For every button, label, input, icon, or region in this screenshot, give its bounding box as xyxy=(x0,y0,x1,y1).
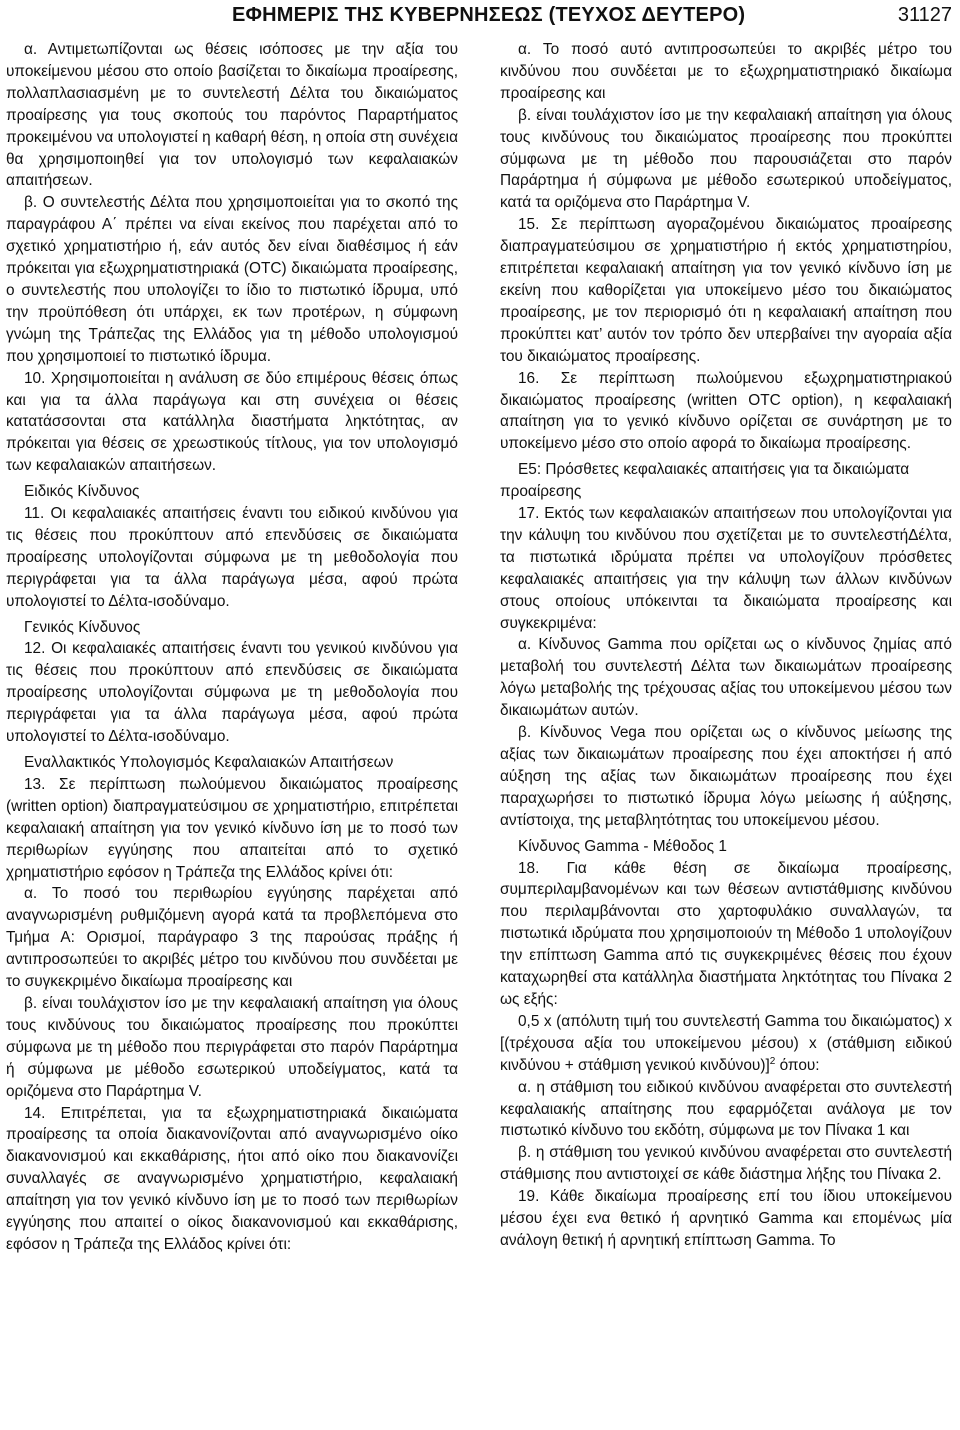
paragraph-17b: β. Κίνδυνος Vega που ορίζεται ως ο κίνδυνος μείωσης της αξίας των δικαιωμάτων προαίρεσης που έχει αποκτήσει ή από αύξηση της αξίας των δικαιωμάτων προαίρεσης που έχει παραχωρήσει το πιστωτικό ίδρυμα λόγω μείωσης ή αύξησης, αντίστοιχα, της μεταβλητότητας του υποκείμενου μέσου. xyxy=(500,724,952,829)
formula-where: όπου: xyxy=(775,1056,820,1074)
paragraph-13b: β. είναι τουλάχιστον ίσο με την κεφαλαιακή απαίτηση για όλους τους κινδύνους του δικαιώματος προαίρεσης που προκύπτει σύμφωνα με τη μέθοδο που περιγράφεται στο παρόν Παράρτημα ή σύμφωνα με μέθοδο εσωτερικού υποδείγματος, κατά τα οριζόμενα στο Παράρτημα V. xyxy=(6,994,458,1100)
paragraph-9b: β. Ο συντελεστής Δέλτα που χρησιμοποιείται για το σκοπό της παραγράφου Α΄ πρέπει να είναι εκείνος που παρέχεται από το σχετικό χρηματιστήριο ή, εάν αυτός δεν είναι διαθέσιμος ή εάν πρόκειται για εξωχρηματιστηριακά (OTC) δικαιώματα προαίρεσης, ο συντελεστής που υπολογίζει το ίδιο το πιστωτικό ίδρυμα, υπό την προϋπόθεση ότι υπάρχει, εκ των προτέρων, η σύμφωνη γνώμη της Τράπεζας της Ελλάδος για τη μέθοδο υπολογισμού που χρησιμοποιεί το πιστωτικό ίδρυμα. xyxy=(6,194,458,365)
paragraph-17a: α. Κίνδυνος Gamma που ορίζεται ως ο κίνδυνος ζημίας από μεταβολή του συντελεστή Δέλτα των δικαιωμάτων προαίρεσης λόγω μεταβολής της τρέχουσας αξίας του υποκείμενου μέσου των δικαιωμάτων αυτών. xyxy=(500,636,952,720)
section-heading-e5: Ε5: Πρόσθετες κεφαλαιακές απαιτήσεις για τα δικαιώματα προαίρεσης xyxy=(500,461,910,501)
paragraph-16: 16. Σε περίπτωση πωλούμενου εξωχρηματιστηριακού δικαιώματος προαίρεσης (written OTC option), η κεφαλαιακή απαίτηση για το γενικό κίνδυνο ορίζεται σε συνάρτηση με το υποκείμενο μέσο στο οποίο αφορά το δικαίωμα προαίρεσης. xyxy=(500,369,952,453)
formula-exponent: 2 xyxy=(769,1055,776,1067)
paragraph-17: 17. Εκτός των κεφαλαιακών απαιτήσεων που υπολογίζονται για την κάλυψη του κινδύνου που σχετίζεται με το συντελεστήΔέλτα, τα πιστωτικά ιδρύματα πρέπει να υπολογίζουν πρόσθετες κεφαλαιακές απαιτήσεις για την κάλυψη των άλλων κινδύνων στους οποίους υπόκεινται τα δικαιώματα προαίρεσης και συγκεκριμένα: xyxy=(500,505,952,632)
paragraph-9a: α. Αντιμετωπίζονται ως θέσεις ισόποσες με την αξία του υποκείμενου μέσου στο οποίο βασίζεται το δικαίωμα προαίρεσης, πολλαπλασιασμένη με το συντελεστή Δέλτα του δικαιώματος προαίρεσης για τους σκοπούς του παρόντος Παραρτήματος προκειμένου να υπολογιστεί η καθαρή θέση, η οποία στη συνέχεια θα χρησιμοποιηθεί για τον υπολογισμό των κεφαλαιακών απαιτήσεων. xyxy=(6,41,458,190)
paragraph-12: 12. Οι κεφαλαιακές απαιτήσεις έναντι του γενικού κινδύνου για τις θέσεις που προκύπτουν από επενδύσεις σε δικαιώματα προαίρεσης υπολογίζονται σύμφωνα με τη μεθοδολογία που περιγράφεται για τα άλλα παράγωγα μέσα, αφού πρώτα υπολογιστεί το Δέλτα-ισοδύναμο. xyxy=(6,640,458,746)
formula-paragraph xyxy=(500,1011,952,1077)
paragraph-13: 13. Σε περίπτωση πωλούμενου δικαιώματος προαίρεσης (written option) διαπραγματεύσιμου σε χρηματιστήριο, επιτρέπεται κεφαλαιακή απαίτηση για τον γενικό κίνδυνο ίση με το ποσό των περιθωρίων εγγύησης που απαιτείται από το σχετικό χρηματιστήριο εφόσον η Τράπεζα της Ελλάδος κρίνει ότι: xyxy=(6,775,458,881)
gazette-title: ΕΦΗΜΕΡΙΣ ΤΗΣ ΚΥΒΕΡΝΗΣΕΩΣ (ΤΕΥΧΟΣ ΔΕΥΤΕΡΟ) xyxy=(232,4,746,26)
section-heading-gamma-method-1: Κίνδυνος Gamma - Μέθοδος 1 xyxy=(518,837,727,855)
paragraph-15: 15. Σε περίπτωση αγοραζομένου δικαιώματος προαίρεσης διαπραγματεύσιμου σε χρηματιστήριο ή εκτός χρηματιστηρίου, επιτρέπεται κεφαλαιακή απαίτηση για τον γενικό κίνδυνο ίση με εκείνη που καθορίζεται για υποκείμενο μέσο του δικαιώματος προαίρεσης, με τον περιορισμό ότι η κεφαλαιακή απαίτηση που προκύπτει κατ’ αυτόν τον τρόπο δεν υπερβαίνει την αγοραία αξία του δικαιώματος προαίρεσης. xyxy=(500,216,952,365)
paragraph-14a: α. Το ποσό αυτό αντιπροσωπεύει το ακριβές μέτρο του κινδύνου που συνδέεται με το εξωχρηματιστηριακό δικαίωμα προαίρεσης και xyxy=(500,41,952,102)
paragraph-14b: β. είναι τουλάχιστον ίσο με την κεφαλαιακή απαίτηση για όλους τους κινδύνους του δικαιώματος προαίρεσης που προκύπτει σύμφωνα με τη μέθοδο που παρουσιάζεται στο παρόν Παράρτημα ή σύμφωνα με μέθοδο εσωτερικού υποδείγματος, κατά τα οριζόμενα στο Παράρτημα V. xyxy=(500,106,952,212)
page-header xyxy=(0,0,960,34)
section-heading-alternative-calculation: Εναλλακτικός Υπολογισμός Κεφαλαιακών Απαιτήσεων xyxy=(24,754,394,771)
paragraph-11: 11. Οι κεφαλαιακές απαιτήσεις έναντι του ειδικού κινδύνου για τις θέσεις που προκύπτουν από επενδύσεις σε δικαιώματα προαίρεσης υπολογίζονται σύμφωνα με τη μεθοδολογία που περιγράφεται για τα άλλα παράγωγα μέσα, αφού πρώτα υπολογιστεί το Δέλτα-ισοδύναμο. xyxy=(6,505,458,610)
formula-text: 0,5 x (απόλυτη τιμή του συντελεστή Gamma του δικαιώματος) x [(τρέχουσα αξία του υποκείμενου μέσου) x (στάθμιση ειδικού κινδύνου + στάθμιση γενικού κινδύνου)] xyxy=(500,1012,952,1074)
section-heading-specific-risk: Ειδικός Κίνδυνος xyxy=(24,483,140,501)
paragraph-14: 14. Επιτρέπεται, για τα εξωχρηματιστηριακά δικαιώματα προαίρεσης τα οποία διακανονίζονται από αναγνωρισμένο οίκο διακανονισμού και εκκαθάρισης, ήτοι από οίκο που διακανονίζει συναλλαγές σε αναγνωρισμένο χρηματιστήριο, κεφαλαιακή απαίτηση για τον γενικό κίνδυνο ίση με το ποσό των περιθωρίων εγγύησης που απαιτεί ο οίκος διακανονισμού και εκκαθάρισης, εφόσον η Τράπεζα της Ελλάδος κρίνει ότι: xyxy=(6,1104,458,1253)
paragraph-10: 10. Χρησιμοποιείται η ανάλυση σε δύο επιμέρους θέσεις όπως και για τα άλλα παράγωγα και στη συνέχεια οι θέσεις κατατάσσονται στα κατάλληλα διαστήματα ληκτότητας, αν πρόκειται για θέσεις σε χρεωστικούς τίτλους, για τον υπολογισμό των κεφαλαιακών απαιτήσεων. xyxy=(6,369,458,475)
left-column xyxy=(6,39,458,1424)
paragraph-18a: α. η στάθμιση του ειδικού κινδύνου αναφέρεται στο συντελεστή κεφαλαιακής απαίτησης που εφαρμόζεται ανάλογα με τον πιστωτικό κίνδυνο του εκδότη, σύμφωνα με τον Πίνακα 1 και xyxy=(500,1078,952,1140)
page-number: 31127 xyxy=(897,4,952,26)
right-column xyxy=(500,39,952,1424)
paragraph-13a: α. Το ποσό του περιθωρίου εγγύησης παρέχεται από αναγνωρισμένη ρυθμιζόμενη αγορά κατά τα προβλεπόμενα στο Τμήμα Α: Ορισμοί, παράγραφο 3 της παρούσας πράξης ή αντιπροσωπεύει το ακριβές μέτρο του κινδύνου που συνδέεται με το συγκεκριμένο δικαίωμα προαίρεσης και xyxy=(6,885,458,991)
paragraph-18b: β. η στάθμιση του γενικού κινδύνου αναφέρεται στο συντελεστή στάθμισης που αντιστοιχεί σε κάθε διάστημα λήξης του Πίνακα 2. xyxy=(500,1144,952,1184)
paragraph-18: 18. Για κάθε θέση σε δικαίωμα προαίρεσης, συμπεριλαμβανομένων και των θέσεων αντιστάθμισης κινδύνου που περιλαμβάνονται στο χαρτοφυλάκιο συναλλαγών, τα πιστωτικά ιδρύματα που χρησιμοποιούν τη Μέθοδο 1 υπολογίζουν την επίπτωση Gamma από τις συγκεκριμένες θέσεις που έχουν καταχωρηθεί στα κατάλληλα διαστήματα ληκτότητας του Πίνακα 2 ως εξής: xyxy=(500,859,952,1008)
paragraph-19: 19. Κάθε δικαίωμα προαίρεσης επί του ίδιου υποκείμενου μέσου έχει ενα θετικό ή αρνητικό Gamma και επομένως μία ανάλογη θετική ή αρνητική επίπτωση Gamma. Το xyxy=(500,1188,952,1249)
section-heading-general-risk: Γενικός Κίνδυνος xyxy=(24,618,141,636)
